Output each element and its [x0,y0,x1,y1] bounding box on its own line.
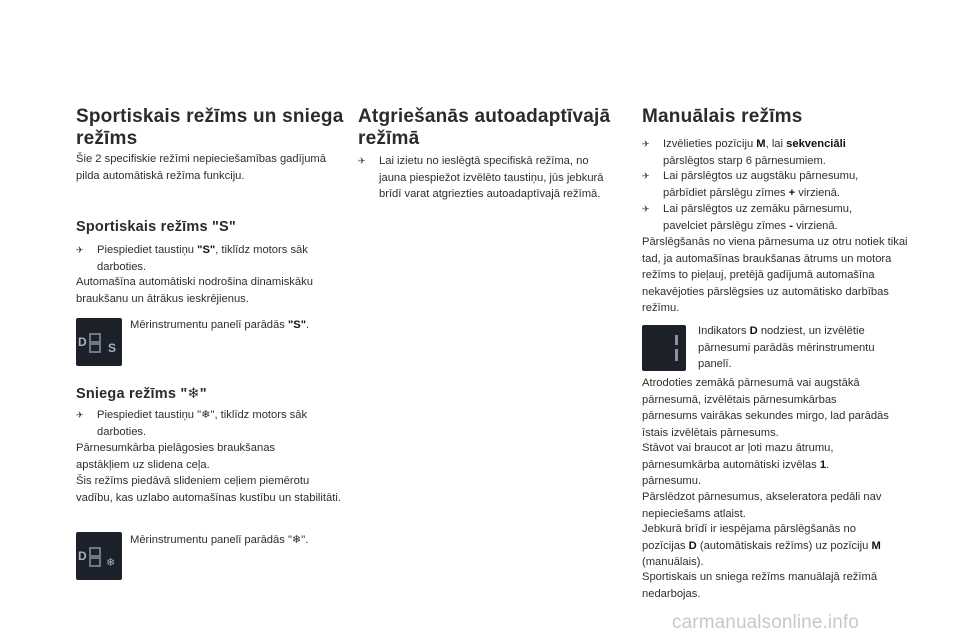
sport-s-letter: S [108,341,117,355]
snow-mode-heading: Sniega režīms "❄" [76,386,207,402]
watermark: carmanualsonline.info [672,612,859,633]
section-title-sport-snow: Sportiskais režīms un sniega režīms [76,106,344,149]
snow-body-2: Šis režīms piedāvā slideniem ceļiem piemērotu vadību, kas uzlabo automašīnas kustību un stabilitāti. [76,475,341,504]
bullet-marker-icon: ✈ [642,139,650,149]
snow-bullet: ✈ Piespiediet taustiņu "❄", tiklīdz motors sāk darboties. [76,407,346,440]
manual-bullet-1: ✈ Izvēlieties pozīciju M, lai sekvenciāli pārslēgtos starp 6 pārnesumiem. [642,136,892,169]
indicator-text: Indikators D nodziest, un izvēlētie pārnesumi parādās mērinstrumentu panelī. [698,325,875,370]
sport-body: Automašīna automātiski nodrošina dinamiskāku braukšanu un ātrākus ieskrējienus. [76,276,313,305]
snow-d-letter: D [78,549,87,563]
manual-para-1: Pārslēgšanās no viena pārnesuma uz otru notiek tikai tad, ja automašīnas braukšanas ātrums un motora režīms to pieļauj, pretējā gadījumā automašīna nekavējoties pārslēgsies uz automātisko darbības režīmu. [642,236,908,314]
section-title-manual: Manuālais režīms [642,106,803,127]
sport-display-text: Mērinstrumentu panelī parādās "S". [130,319,310,331]
bullet-marker-icon: ✈ [642,171,650,181]
snow-flake-glyph: ❄ [106,556,116,569]
manual-para-6: Sportiskais un sniega režīms manuālajā režīmā nedarbojas. [642,571,878,600]
gear-display-icon [642,325,686,371]
section-title-auto-adaptive: Atgriešanās autoadaptīvajā režīmā [358,106,611,149]
manual-bullet-2: ✈ Lai pārslēgtos uz augstāku pārnesumu, pārbīdiet pārslēgu zīmes + virzienā. [642,168,892,201]
manual-para-2: Atrodoties zemākā pārnesumā vai augstākā pārnesumā, izvēlētais pārnesumkārbas pārnesums vairākas sekundes mirgo, lad parādās īstais izvēlētais pārnesums. [642,377,889,439]
snow-display-text: Mērinstrumentu panelī parādās "❄". [130,534,309,546]
snow-body-1: Pārnesumkārba pielāgosies braukšanas apstākļiem uz slidena ceļa. [76,442,276,471]
manual-para-4: Pārslēdzot pārnesumus, akseleratora pedāli nav nepieciešams atlaist. [642,491,882,520]
sport-mode-heading: Sportiskais režīms "S" [76,219,236,235]
bullet-marker-icon: ✈ [642,204,650,214]
bullet-marker-icon: ✈ [358,156,366,166]
manual-bullet-3: ✈ Lai pārslēgtos uz zemāku pārnesumu, pavelciet pārslēgu zīmes - virzienā. [642,201,892,234]
bullet-marker-icon: ✈ [76,410,84,420]
sport-d-letter: D [78,335,87,349]
sport-bullet: ✈ Piespiediet taustiņu "S", tiklīdz motors sāk darboties. [76,242,346,275]
intro-text: Šie 2 specifiskie režīmi nepieciešamības gadījumā pilda automātiskā režīma funkciju. [76,153,326,182]
manual-para-3: Stāvot vai braucot ar ļoti mazu ātrumu, pārnesumkārba automātiski izvēlas 1. pārnesumu. [642,442,834,487]
auto-adaptive-bullet: ✈ Lai izietu no ieslēgtā specifiskā režīma, no jauna piespiežot izvēlēto taustiņu, jūs jebkurā brīdī varat atgriezties autoadaptīvajā režīmā. [358,153,606,203]
bullet-marker-icon: ✈ [76,245,84,255]
sport-display-icon [76,318,122,366]
snow-display-icon [76,532,122,580]
manual-para-5: Jebkurā brīdī ir iespējama pārslēgšanās no pozīcijas D (automātiskais režīms) uz pozīciju M (manuālais). [642,523,881,568]
